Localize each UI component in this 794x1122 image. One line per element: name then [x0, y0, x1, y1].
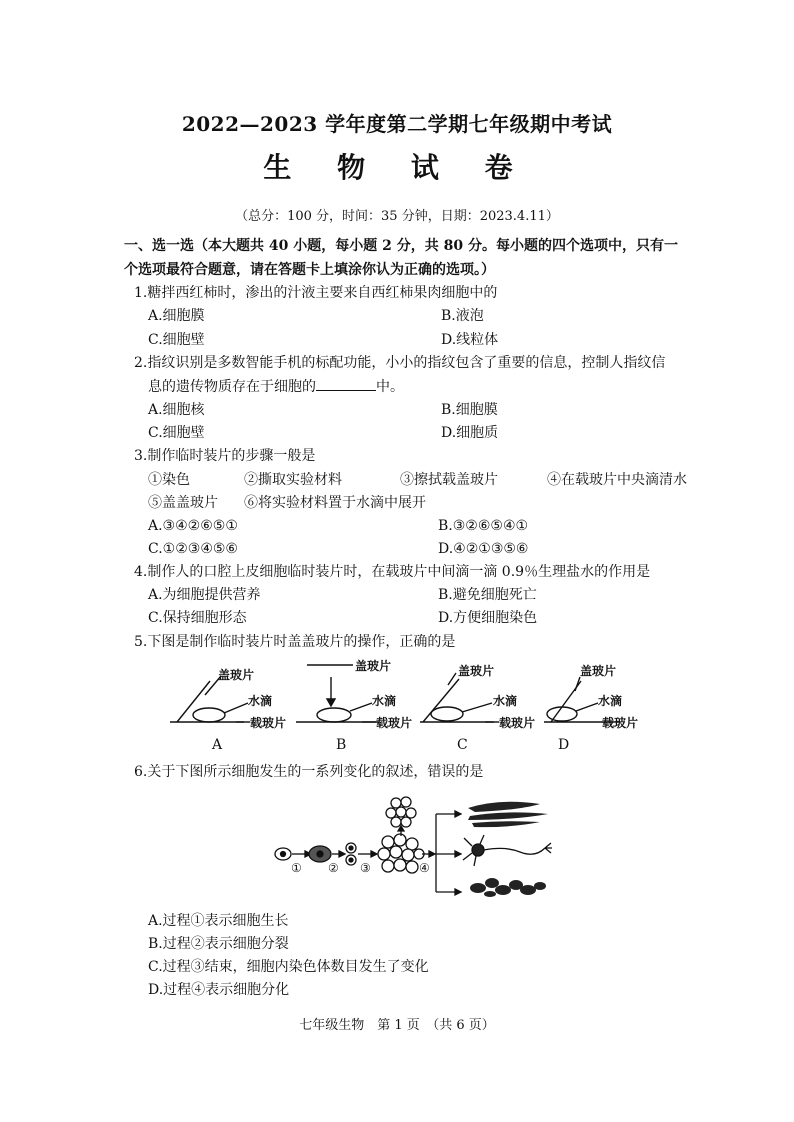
q3-step-4: ④在载玻片中央滴清水	[547, 472, 687, 488]
q6-cell-cluster	[378, 834, 424, 873]
q2-option-b: B.细胞膜	[441, 402, 498, 418]
q5-option-label-c: C	[457, 737, 468, 753]
q6-step-2-label: ②	[328, 861, 339, 875]
q5-d-label-slide: 载玻片	[602, 716, 639, 730]
q6-option-a: A.过程①表示细胞生长	[148, 913, 289, 929]
q3-step-1: ①染色	[148, 472, 190, 488]
q1-stem: 1.糖拌西红柿时，渗出的汁液主要来自西红柿果肉细胞中的	[134, 285, 498, 301]
q4-option-d: D.方便细胞染色	[438, 610, 538, 626]
q6-option-c: C.过程③结束，细胞内染色体数目发生了变化	[148, 959, 429, 975]
q3-step-2: ②撕取实验材料	[244, 472, 342, 488]
exam-title: 2022—2023 学年度第二学期七年级期中考试	[181, 112, 613, 136]
q6-nerve-cell	[463, 835, 552, 866]
exam-subject: 生 物 试 卷	[263, 151, 531, 184]
q4-option-c: C.保持细胞形态	[148, 610, 247, 626]
q1-option-d: D.线粒体	[441, 332, 499, 348]
q3-option-d: D.④②①③⑤⑥	[438, 541, 529, 557]
q1-option-a: A.细胞膜	[148, 308, 205, 324]
q6-divided-cells	[346, 843, 356, 865]
q5-b-label-water: 水滴	[372, 694, 397, 708]
section-instruction-line1: 一、选一选（本大题共 40 小题，每小题 2 分，共 80 分。每小题的四个选项中，只有一	[124, 238, 678, 254]
q5-option-label-b: B	[336, 737, 347, 753]
q3-stem: 3.制作临时装片的步骤一般是	[134, 448, 316, 464]
q2-option-a: A.细胞核	[148, 402, 205, 418]
q3-step-6: ⑥将实验材料置于水滴中展开	[244, 495, 426, 511]
q2-stem-part2: 中。	[376, 379, 404, 395]
q5-panel-a	[170, 676, 250, 722]
q5-a-label-water: 水滴	[248, 694, 273, 708]
q2-answer-blank	[316, 376, 376, 391]
q6-option-b: B.过程②表示细胞分裂	[148, 936, 289, 952]
q5-option-label-a: A	[212, 737, 223, 753]
q5-d-label-cover: 盖玻片	[580, 664, 617, 678]
q3-step-5: ⑤盖盖玻片	[148, 495, 218, 511]
q6-grown-cell	[309, 846, 331, 862]
q6-stem: 6.关于下图所示细胞发生的一系列变化的叙述，错误的是	[134, 764, 484, 780]
section-instruction-line2: 个选项最符合题意，请在答题卡上填涂你认为正确的选项。）	[124, 262, 495, 278]
q1-option-b: B.液泡	[441, 308, 484, 324]
q5-c-label-slide: 载玻片	[499, 716, 536, 730]
q5-d-label-water: 水滴	[598, 694, 623, 708]
q2-stem-line2	[148, 376, 404, 397]
q2-stem-part1: 息的遗传物质存在于细胞的	[148, 379, 316, 395]
q6-cell-change-figure	[0, 790, 794, 910]
q6-single-cell	[275, 848, 291, 860]
q6-top-cell-cluster	[386, 797, 416, 827]
q4-option-a: A.为细胞提供营养	[148, 587, 261, 603]
q6-option-d: D.过程④表示细胞分化	[148, 982, 290, 998]
q5-a-label-cover: 盖玻片	[218, 668, 255, 682]
q5-option-label-d: D	[558, 737, 570, 753]
q5-panel-b	[296, 665, 378, 722]
q6-step-4-label: ④	[419, 861, 430, 875]
q4-option-b: B.避免细胞死亡	[438, 587, 537, 603]
q5-panel-c	[420, 673, 499, 722]
q6-tissue-cluster	[470, 878, 546, 897]
page-footer: 七年级生物 第 1 页 （共 6 页）	[299, 1018, 495, 1033]
q3-option-a: A.③④②⑥⑤①	[148, 518, 238, 534]
q5-coverslip-figure	[0, 655, 794, 755]
q2-option-d: D.细胞质	[441, 425, 499, 441]
q2-option-c: C.细胞壁	[148, 425, 205, 441]
exam-info: （总分：100 分，时间：35 分钟，日期：2023.4.11）	[235, 209, 559, 224]
q5-a-label-slide: 载玻片	[250, 716, 287, 730]
q5-stem: 5.下图是制作临时装片时盖盖玻片的操作，正确的是	[134, 634, 456, 650]
q3-option-b: B.③②⑥⑤④①	[438, 518, 529, 534]
q3-option-c: C.①②③④⑤⑥	[148, 541, 238, 557]
q2-stem-line1: 2.指纹识别是多数智能手机的标配功能，小小的指纹包含了重要的信息，控制人指纹信	[134, 355, 666, 371]
q5-b-label-slide: 载玻片	[376, 716, 413, 730]
q6-muscle-tissue	[468, 802, 548, 827]
q6-step-1-label: ①	[291, 861, 302, 875]
q5-c-label-cover: 盖玻片	[458, 664, 495, 678]
q4-stem: 4.制作人的口腔上皮细胞临时装片时，在载玻片中间滴一滴 0.9％生理盐水的作用是	[134, 564, 651, 580]
q5-b-label-cover: 盖玻片	[355, 659, 392, 673]
q1-option-c: C.细胞壁	[148, 332, 205, 348]
q3-step-3: ③擦拭载盖玻片	[400, 472, 498, 488]
q6-step-3-label: ③	[360, 861, 371, 875]
q5-c-label-water: 水滴	[493, 694, 518, 708]
